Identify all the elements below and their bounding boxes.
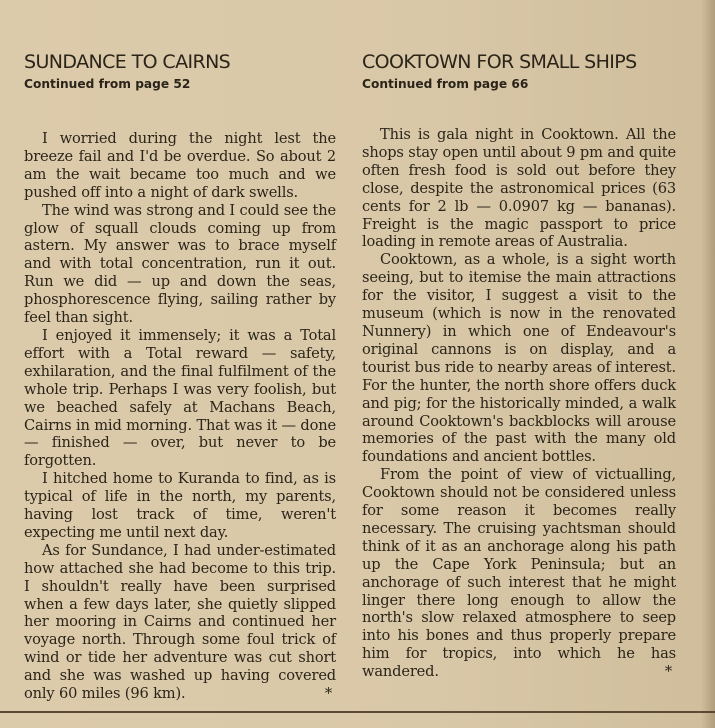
right-article-body [362, 126, 676, 681]
right-article-continued: Continued from page 66 [362, 77, 529, 91]
end-mark: * [664, 663, 672, 681]
right-article [362, 50, 676, 681]
paragraph: I enjoyed it immensely; it was a Total effort with a Total reward — safety, exhilaration, and the final fulfilment of the whole trip. Perhaps I was very foolish, but we beached safely at Machans Beach, Cairns in mid morning. That was it — done — finished — over, but never to be forgotten. [24, 326, 336, 470]
left-article-continued: Continued from page 52 [24, 77, 191, 91]
page-edge-shadow [701, 0, 715, 728]
paragraph: The wind was strong and I could see the glow of squall clouds coming up from astern. My answer was to brace myself and with total concentration, run it out. Run we did — up and down the seas, phosphorescence flying, sailing rather by feel than sight. [24, 201, 336, 327]
paragraph-last [362, 466, 676, 681]
paragraph-last [24, 542, 336, 703]
paragraph: I worried during the night lest the breeze fail and I'd be overdue. So about 2 am the wait became too much and we pushed off into a night of dark swells. [24, 130, 336, 201]
left-article-title: SUNDANCE TO CAIRNS [24, 51, 231, 73]
paragraph: I hitched home to Kuranda to find, as is typical of life in the north, my parents, having lost track of time, weren't expecting me until next day. [24, 470, 336, 541]
paragraph: This is gala night in Cooktown. All the shops stay open until about 9 pm and quite often fresh food is sold out before they close, despite the astronomical prices (63 cents for 2 lb — 0.0907 kg — bananas). Freight is the magic passport to price loading in remote areas of Australia. [362, 126, 676, 251]
bottom-rule [0, 711, 715, 713]
end-mark: * [324, 685, 332, 703]
paragraph-text: From the point of view of victualling, Cooktown should not be considered unless for some reason it becomes really necessary. The cruising yachtsman should think of it as an anchorage along his path up the Cape York Peninsula; but an anchorage of such interest that he might linger there long enough to allow the north's slow relaxed atmosphere to seep into his bones and thus properly prepare him for tropics, into which he has wandered. [362, 466, 676, 681]
left-article [24, 50, 336, 703]
right-article-title: COOKTOWN FOR SMALL SHIPS [362, 51, 637, 73]
left-article-body [24, 130, 336, 703]
paragraph-text: As for Sundance, I had under-estimated how attached she had become to this trip. I shouldn't really have been surprised when a few days later, she quietly slipped her mooring in Cairns and continued her voyage north. Through some foul trick of wind or tide her adventure was cut short and she was washed up having covered only 60 miles (96 km). [24, 541, 336, 703]
paragraph: Cooktown, as a whole, is a sight worth seeing, but to itemise the main attractions for the visitor, I suggest a visit to the museum (which is now in the renovated Nunnery) in which one of Endeavour's original cannons is on display, and a tourist bus ride to nearby areas of interest. For the hunter, the north shore offers duck and pig; for the historically minded, a walk around Cooktown's backblocks will arouse memories of the past with the many old foundations and ancient bottles. [362, 251, 676, 466]
